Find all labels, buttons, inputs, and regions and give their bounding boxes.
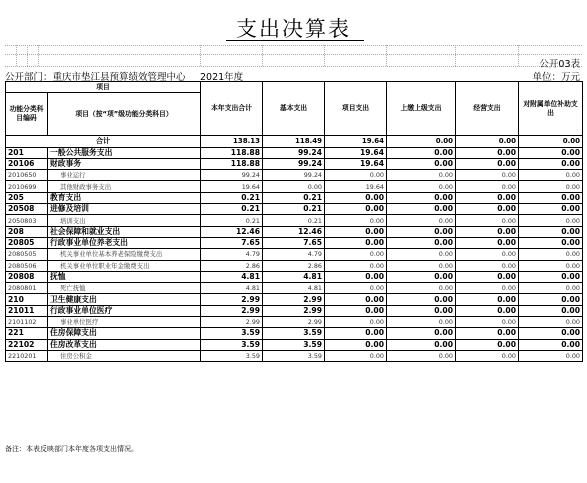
row-value: 3.59 — [263, 328, 325, 339]
row-value: 118.88 — [201, 147, 263, 158]
total-value: 0.00 — [519, 136, 583, 147]
expenditure-table — [5, 81, 583, 362]
table-row — [6, 204, 583, 215]
row-value: 0.00 — [519, 158, 583, 169]
row-code: 201 — [6, 147, 48, 158]
row-value: 2.99 — [201, 317, 263, 328]
grid-line — [200, 45, 201, 66]
unit-label: 单位：万元 — [532, 72, 580, 83]
row-name: 抚恤 — [48, 271, 201, 282]
row-name: 社会保障和就业支出 — [48, 226, 201, 237]
total-value: 138.13 — [201, 136, 263, 147]
row-code: 2010650 — [6, 170, 48, 181]
row-value: 0.00 — [387, 328, 456, 339]
row-value: 0.00 — [325, 350, 387, 361]
row-value: 19.64 — [201, 181, 263, 192]
row-value: 0.00 — [456, 226, 519, 237]
table-row — [6, 294, 583, 305]
row-name: 行政事业单位养老支出 — [48, 237, 201, 248]
row-name: 机关事业单位职业年金缴费支出 — [48, 260, 201, 271]
row-value: 0.00 — [387, 158, 456, 169]
table-note: 备注：本表反映部门本年度各项支出情况。 — [5, 445, 138, 453]
row-value: 0.00 — [519, 237, 583, 248]
row-code: 20106 — [6, 158, 48, 169]
row-value: 4.79 — [263, 249, 325, 260]
total-label: 合计 — [6, 136, 201, 147]
row-value: 0.00 — [456, 181, 519, 192]
row-value: 0.00 — [325, 204, 387, 215]
row-value: 4.81 — [263, 283, 325, 294]
row-value: 0.00 — [325, 305, 387, 316]
row-code: 205 — [6, 192, 48, 203]
row-value: 0.00 — [456, 305, 519, 316]
table-row — [6, 147, 583, 158]
total-row — [6, 136, 583, 147]
row-value: 0.00 — [519, 283, 583, 294]
row-value: 0.00 — [519, 215, 583, 226]
row-code: 210 — [6, 294, 48, 305]
row-value: 0.00 — [325, 294, 387, 305]
row-name: 卫生健康支出 — [48, 294, 201, 305]
row-value: 0.21 — [201, 215, 263, 226]
row-value: 4.79 — [201, 249, 263, 260]
row-value: 0.00 — [519, 192, 583, 203]
table-row — [6, 260, 583, 271]
row-value: 0.00 — [387, 350, 456, 361]
row-value: 0.00 — [456, 204, 519, 215]
row-value: 0.00 — [519, 260, 583, 271]
header-upper: 上缴上级支出 — [387, 82, 456, 136]
row-value: 0.00 — [387, 317, 456, 328]
row-code: 2010699 — [6, 181, 48, 192]
fiscal-year: 2021年度 — [200, 72, 244, 83]
row-value: 0.00 — [387, 249, 456, 260]
row-value: 7.65 — [263, 237, 325, 248]
total-value: 0.00 — [456, 136, 519, 147]
row-name: 培训支出 — [48, 215, 201, 226]
row-value: 0.00 — [456, 237, 519, 248]
grid-line — [455, 45, 456, 66]
table-row — [6, 226, 583, 237]
row-value: 0.00 — [325, 170, 387, 181]
row-value: 4.81 — [201, 283, 263, 294]
row-value: 0.00 — [387, 283, 456, 294]
row-value: 2.86 — [201, 260, 263, 271]
row-name: 一般公共服务支出 — [48, 147, 201, 158]
total-value: 118.49 — [263, 136, 325, 147]
row-value: 3.59 — [201, 350, 263, 361]
row-value: 0.00 — [519, 204, 583, 215]
row-value: 0.00 — [325, 260, 387, 271]
row-value: 2.99 — [263, 294, 325, 305]
header-subsidy: 对附属单位补助支出 — [519, 82, 583, 136]
row-value: 0.00 — [519, 226, 583, 237]
row-name: 其他财政事务支出 — [48, 181, 201, 192]
row-value: 99.24 — [263, 147, 325, 158]
row-value: 0.00 — [519, 350, 583, 361]
grid-line — [5, 54, 582, 55]
row-value: 0.00 — [519, 294, 583, 305]
row-value: 118.88 — [201, 158, 263, 169]
row-value: 0.00 — [387, 204, 456, 215]
row-value: 0.00 — [325, 317, 387, 328]
row-value: 0.00 — [325, 328, 387, 339]
row-code: 208 — [6, 226, 48, 237]
row-value: 0.00 — [387, 226, 456, 237]
row-value: 4.81 — [201, 271, 263, 282]
row-value: 0.00 — [387, 294, 456, 305]
row-value: 0.00 — [456, 328, 519, 339]
row-name: 住房保障支出 — [48, 328, 201, 339]
table-row — [6, 283, 583, 294]
row-value: 7.65 — [201, 237, 263, 248]
row-value: 0.00 — [519, 305, 583, 316]
header-code: 功能分类科目编码 — [6, 93, 48, 136]
row-value: 0.00 — [456, 339, 519, 350]
row-code: 21011 — [6, 305, 48, 316]
title-underline — [226, 40, 364, 41]
table-row — [6, 181, 583, 192]
header-name: 项目（按“项”级功能分类科目） — [48, 93, 201, 136]
row-value: 99.24 — [263, 158, 325, 169]
row-value: 0.00 — [456, 260, 519, 271]
row-value: 0.00 — [519, 328, 583, 339]
row-value: 0.00 — [519, 317, 583, 328]
form-number: 公开03表 — [539, 59, 580, 70]
header-item-group: 项目 — [6, 82, 201, 93]
row-value: 0.00 — [519, 271, 583, 282]
row-value: 0.21 — [201, 204, 263, 215]
row-value: 0.00 — [456, 283, 519, 294]
row-value: 0.00 — [387, 305, 456, 316]
header-basic: 基本支出 — [263, 82, 325, 136]
row-value: 3.59 — [263, 350, 325, 361]
row-value: 0.21 — [263, 192, 325, 203]
row-value: 0.00 — [387, 260, 456, 271]
row-value: 0.21 — [263, 204, 325, 215]
row-value: 0.00 — [456, 170, 519, 181]
row-code: 221 — [6, 328, 48, 339]
row-value: 2.99 — [201, 294, 263, 305]
header-project: 项目支出 — [325, 82, 387, 136]
header-total: 本年支出合计 — [201, 82, 263, 136]
grid-line — [386, 45, 387, 66]
row-value: 0.00 — [325, 339, 387, 350]
row-code: 20808 — [6, 271, 48, 282]
row-name: 机关事业单位基本养老保险缴费支出 — [48, 249, 201, 260]
row-code: 2101102 — [6, 317, 48, 328]
total-value: 0.00 — [387, 136, 456, 147]
table-row — [6, 328, 583, 339]
grid-line — [324, 45, 325, 66]
total-value: 19.64 — [325, 136, 387, 147]
row-value: 0.00 — [387, 339, 456, 350]
table-body — [6, 136, 583, 362]
table-row — [6, 170, 583, 181]
row-name: 进修及培训 — [48, 204, 201, 215]
row-value: 0.00 — [325, 192, 387, 203]
row-code: 2080505 — [6, 249, 48, 260]
row-name: 事业单位医疗 — [48, 317, 201, 328]
row-value: 0.00 — [387, 181, 456, 192]
row-value: 3.59 — [201, 339, 263, 350]
table-row — [6, 305, 583, 316]
row-value: 0.00 — [263, 181, 325, 192]
row-value: 4.81 — [263, 271, 325, 282]
row-value: 0.00 — [325, 237, 387, 248]
table-row — [6, 158, 583, 169]
row-value: 99.24 — [201, 170, 263, 181]
grid-line — [38, 45, 39, 66]
grid-line — [16, 45, 17, 66]
row-value: 0.00 — [456, 147, 519, 158]
row-code: 2080506 — [6, 260, 48, 271]
row-name: 行政事业单位医疗 — [48, 305, 201, 316]
row-value: 0.00 — [519, 181, 583, 192]
row-code: 22102 — [6, 339, 48, 350]
table-row — [6, 271, 583, 282]
row-value: 19.64 — [325, 181, 387, 192]
row-value: 3.59 — [201, 328, 263, 339]
row-value: 0.00 — [387, 192, 456, 203]
row-value: 0.21 — [263, 215, 325, 226]
row-value: 0.00 — [456, 350, 519, 361]
row-name: 教育支出 — [48, 192, 201, 203]
row-value: 3.59 — [263, 339, 325, 350]
row-value: 2.86 — [263, 260, 325, 271]
header-operating: 经营支出 — [456, 82, 519, 136]
grid-line — [262, 45, 263, 66]
row-name: 死亡抚恤 — [48, 283, 201, 294]
row-value: 2.99 — [201, 305, 263, 316]
row-value: 0.21 — [201, 192, 263, 203]
row-value: 99.24 — [263, 170, 325, 181]
row-value: 0.00 — [456, 158, 519, 169]
row-value: 0.00 — [456, 215, 519, 226]
table-row — [6, 350, 583, 361]
row-value: 12.46 — [201, 226, 263, 237]
row-value: 0.00 — [325, 249, 387, 260]
row-value: 0.00 — [519, 339, 583, 350]
row-value: 0.00 — [387, 271, 456, 282]
row-code: 20805 — [6, 237, 48, 248]
row-value: 0.00 — [456, 317, 519, 328]
row-value: 0.00 — [325, 283, 387, 294]
row-value: 0.00 — [387, 237, 456, 248]
row-value: 0.00 — [519, 147, 583, 158]
grid-line — [518, 45, 519, 66]
row-code: 2050803 — [6, 215, 48, 226]
row-code: 2080801 — [6, 283, 48, 294]
row-value: 0.00 — [456, 294, 519, 305]
row-value: 19.64 — [325, 147, 387, 158]
row-value: 0.00 — [456, 271, 519, 282]
row-name: 事业运行 — [48, 170, 201, 181]
row-code: 20508 — [6, 204, 48, 215]
row-code: 2210201 — [6, 350, 48, 361]
row-value: 0.00 — [387, 170, 456, 181]
row-name: 住房改革支出 — [48, 339, 201, 350]
table-row — [6, 249, 583, 260]
row-name: 住房公积金 — [48, 350, 201, 361]
grid-line — [27, 45, 28, 66]
row-value: 0.00 — [325, 226, 387, 237]
grid-line — [5, 66, 582, 67]
table-row — [6, 215, 583, 226]
row-value: 0.00 — [387, 147, 456, 158]
row-value: 12.46 — [263, 226, 325, 237]
row-value: 0.00 — [456, 249, 519, 260]
table-row — [6, 192, 583, 203]
table-row — [6, 237, 583, 248]
row-value: 0.00 — [325, 271, 387, 282]
department-label: 公开部门：重庆市垫江县预算绩效管理中心 — [5, 72, 186, 83]
row-value: 0.00 — [387, 215, 456, 226]
row-value: 0.00 — [456, 192, 519, 203]
page-title: 支出决算表 — [236, 17, 351, 41]
row-value: 0.00 — [519, 249, 583, 260]
row-value: 0.00 — [325, 215, 387, 226]
table-row — [6, 317, 583, 328]
row-value: 0.00 — [519, 170, 583, 181]
row-value: 19.64 — [325, 158, 387, 169]
table-row — [6, 339, 583, 350]
grid-line — [5, 45, 582, 46]
row-value: 2.99 — [263, 317, 325, 328]
row-name: 财政事务 — [48, 158, 201, 169]
row-value: 2.99 — [263, 305, 325, 316]
